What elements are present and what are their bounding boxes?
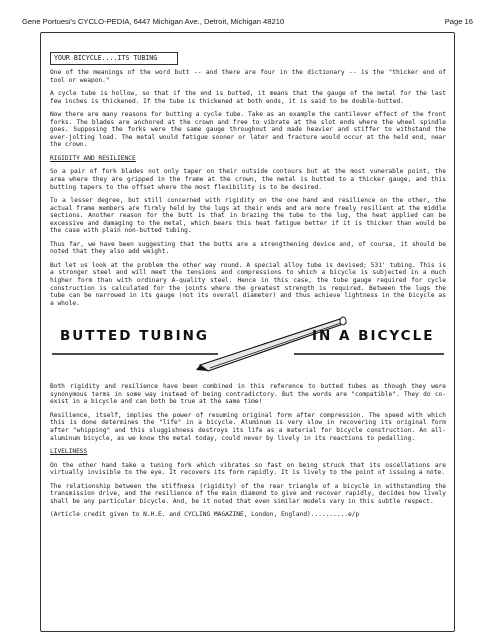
subheading-liveliness: LIVELINESS xyxy=(50,448,88,456)
paragraph: So a pair of fork blades not only taper on their outside contours but at the most vunerable point, the area where they are gripped in the frame at the crown, the metal is butted to a thicker gauge, and this butting tapers to the offset where the most flexibility is to be desired. xyxy=(50,168,446,191)
banner-title-right: IN A BICYCLE xyxy=(312,328,435,345)
paragraph: On the other hand take a tuning fork which vibrates so fast on being struck that its oscellations are virtually invisible to the eye. It recovers its form rapidly. It is lively to the point of issuing a note. xyxy=(50,461,446,477)
paragraph: One of the meanings of the word butt -- and there are four in the dictionary -- is the "thicker end of tool or weapon." xyxy=(50,69,446,84)
section-title: YOUR BICYCLE....ITS TUBING xyxy=(50,52,178,65)
page-header xyxy=(22,17,473,26)
tube-outer xyxy=(200,319,346,371)
paragraph: Resilience, itself, implies the power of resuming original form after compression. The speed with which this is done determines the "life" in a bicycle. Aluminum is very slow in recovering its original form after "whipping" and this sluggishness destroys its life as a material for bicycle construction. An all-aluminum bicycle, as we know the metal today, could never by lively in its reactions to pedalling. xyxy=(50,411,446,442)
article-body xyxy=(50,69,446,519)
tube-end-opening xyxy=(340,317,346,325)
header-publication: Gene Portuesi's CYCLO-PEDIA, 6447 Michigan Ave., Detroit, Michigan 48210 xyxy=(22,17,285,26)
banner-title-left: BUTTED TUBING xyxy=(60,328,209,345)
subheading-rigidity: RIGIDITY AND RESILIENCE xyxy=(50,154,136,162)
paragraph: Thus far, we have been suggesting that the butts are a strengthening device and, of course, it should be noted that they also add weight. xyxy=(50,240,446,256)
butted-tubing-illustration xyxy=(50,313,446,373)
paragraph: The relationship between the stiffness (rigidity) of the rear triangle of a bicycle in withstanding the transmission drive, and the resilience of the main diamond to give and recover rapidly, decides how lively shall be any particular bicycle. And, be it noted that even similar models vary in this subtle respect. xyxy=(50,482,446,505)
paragraph: Now there are many reasons for butting a cycle tube. Take as an example the cantilever effect of the front forks. The blades are anchored at the crown and free to vibrate at the slot ends where the wheel spindle goes. Supposing the forks were the same gauge throughout and made heavier and stiffer to withstand the ever-jolting load. The metal would fatigue sooner or later and fracture would occur at the held end, near the crown. xyxy=(50,111,446,149)
paragraph: But let us look at the problem the other way round. A special alloy tube is devised; 531' tubing. This is a stronger steel and will meet the tensions and compressions to which a bicycle is subjected in a much higher form than with ordinary A-quality steel. Hence in this case, the tube gauge required for cycle construction is calculated for the joints where the greatest strength is required. Between the lugs the tube can be narrowed in its gauge (not its overall diameter) and thus achieve lightness in the bicycle as a whole. xyxy=(50,261,446,307)
header-page-number: Page 16 xyxy=(444,17,473,26)
paragraph: Both rigidity and resilience have been combined in this reference to butted tubes as though they were synonymous terms in some way instead of being contradictory. But the words are "compatible". They do co-exist in a bicycle and can both be true at the same time! xyxy=(50,383,446,406)
paragraph: A cycle tube is hollow, so that if the end is butted, it means that the gauge of the metal for the last few inches is thickened. If the tube is thickened at both ends, it is said to be double-butted. xyxy=(50,90,446,105)
article-credit: (Article credit given to N.H.E. and CYCLING MAGAZINE, London, England)..........e/p xyxy=(50,511,360,519)
paragraph: To a lesser degree, but still concerned with rigidity on the one hand and resilience on the other, the actual frame members are firmly held by the lugs at their ends and are more freely resilient at the middle sections. Another reason for the butt is that in brazing the tube to the lug, the heat applied can be excessive and damaging to the metal, which bears this heat fatigue better if it is thicker than would be the case with plain non-butted tubing. xyxy=(50,197,446,235)
